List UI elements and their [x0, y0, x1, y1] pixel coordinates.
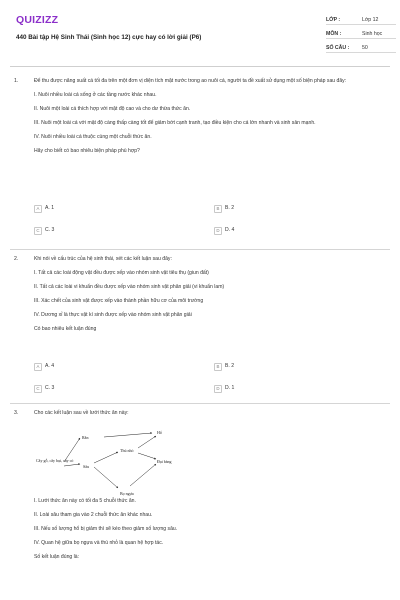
question-text — [34, 78, 384, 163]
option-text: B. 2 — [225, 205, 235, 212]
food-web-arrow — [94, 452, 118, 463]
question-line: III. Nuôi một loài cá với mật độ càng thấp càng tốt để giảm bớt cạnh tranh, tạo điều kiện cho cá lớn nhanh và sinh sản mạnh. — [34, 120, 316, 127]
food-web-node-eagle: Đại bàng — [157, 459, 172, 464]
option-d[interactable] — [214, 384, 384, 394]
meta-table — [326, 15, 396, 57]
food-web-node-snake: Rắn — [82, 435, 89, 440]
question-line: Cho các kết luận sau về lưới thức ăn này: — [34, 410, 129, 416]
food-web-node-mantis: Bọ ngựa — [120, 491, 134, 496]
option-key: B — [214, 363, 222, 371]
question-line: Số kết luận đúng là: — [34, 554, 80, 561]
question-line: Để thu được năng suất cá tối đa trên một đơn vị diện tích mặt nước trong ao nuôi cá, người ta đề xuất sử dụng một số biện pháp sau đây: — [34, 78, 347, 84]
question-line: III. Xác chết của sinh vật được xếp vào thành phần hữu cơ của môi trường — [34, 298, 204, 305]
food-web-arrow — [64, 464, 80, 466]
food-web-diagram — [34, 424, 194, 506]
option-a[interactable] — [34, 362, 204, 372]
question-line: IV. Quan hệ giữa bọ ngựa và thú nhỏ là quan hệ hợp tác. — [34, 540, 164, 547]
meta-row-subject — [326, 29, 396, 39]
option-text: D. 4 — [225, 227, 235, 234]
meta-value: Lớp 12 — [362, 16, 379, 23]
option-key: C — [34, 385, 42, 393]
food-web-node-producer: Cây gỗ, cây bụi, cây cỏ — [36, 458, 74, 463]
food-web-node-small-mammal: Thú nhỏ — [120, 448, 134, 453]
question-line: IV. Nuôi nhiều loài cá thuộc cùng một chuỗi thức ăn. — [34, 134, 152, 141]
document-header — [0, 0, 400, 62]
food-web-node-tiger: Hổ — [157, 430, 162, 435]
meta-row-grade — [326, 15, 396, 25]
option-text: A. 1 — [45, 205, 55, 212]
option-c[interactable] — [34, 226, 204, 236]
option-key: A — [34, 205, 42, 213]
option-key: B — [214, 205, 222, 213]
food-web-arrow — [138, 436, 156, 448]
option-a[interactable] — [34, 204, 204, 214]
question-line: Khi nói về cấu trúc của hệ sinh thái, xét các kết luận sau đây: — [34, 256, 172, 262]
option-key: A — [34, 363, 42, 371]
question-number: 3. — [14, 410, 19, 416]
question-text — [34, 410, 384, 424]
question-line: I. Nuôi nhiều loài cá sống ở các tầng nước khác nhau. — [34, 92, 157, 99]
meta-value: Sinh học — [362, 30, 383, 37]
document-title: 440 Bài tập Hệ Sinh Thái (Sinh học 12) cực hay có lời giải (P6) — [16, 34, 202, 41]
question-divider — [10, 249, 390, 250]
question-line: II. Loài sâu tham gia vào 2 chuỗi thức ăn khác nhau. — [34, 512, 153, 519]
option-text: C. 3 — [45, 385, 55, 392]
question-line: II. Tất cả các loài vi khuẩn đều được xếp vào nhóm sinh vật phân giải (vi khuẩn lam) — [34, 284, 225, 291]
meta-label: SỐ CÂU : — [326, 44, 350, 51]
option-text: A. 4 — [45, 363, 55, 370]
meta-label: LỚP : — [326, 16, 341, 23]
question-line: I. Tất cả các loài động vật đều được xếp vào nhóm sinh vật tiêu thụ (giun đất) — [34, 270, 209, 277]
question-line: II. Nuôi một loài cá thích hợp với mật độ cao và cho dư thừa thức ăn. — [34, 106, 191, 113]
header-divider — [10, 66, 390, 67]
option-text: C. 3 — [45, 227, 55, 234]
option-c[interactable] — [34, 384, 204, 394]
option-key: D — [214, 227, 222, 235]
question-text — [34, 256, 384, 341]
option-key: D — [214, 385, 222, 393]
food-web-arrow — [130, 464, 156, 486]
food-web-arrow — [104, 433, 152, 437]
option-b[interactable] — [214, 362, 384, 372]
question-line: Có bao nhiêu kết luận đúng — [34, 326, 97, 333]
meta-label: MÔN : — [326, 30, 342, 37]
meta-row-count — [326, 43, 396, 53]
question-line: Hãy cho biết có bao nhiêu biện pháp phù hợp? — [34, 148, 140, 155]
question-line: IV. Dương xỉ là thực vật kí sinh được xếp vào nhóm sinh vật phân giải — [34, 312, 192, 319]
question-number: 2. — [14, 256, 19, 262]
food-web-node-caterpillar: Sâu — [83, 464, 89, 469]
option-text: B. 2 — [225, 363, 235, 370]
option-b[interactable] — [214, 204, 384, 214]
question-line: I. Lưới thức ăn này có tối đa 5 chuỗi thức ăn. — [34, 498, 136, 504]
option-key: C — [34, 227, 42, 235]
question-divider — [10, 403, 390, 404]
question-number: 1. — [14, 78, 19, 84]
food-web-arrow — [94, 467, 118, 488]
meta-value: 50 — [362, 44, 368, 51]
answer-options — [34, 362, 384, 398]
question-line: III. Nếu số lượng hổ bị giảm thì sẽ kéo theo giảm số lượng sâu. — [34, 526, 178, 533]
option-d[interactable] — [214, 226, 384, 236]
option-text: D. 1 — [225, 385, 235, 392]
question-statements — [34, 498, 384, 568]
quizizz-logo: QUIZIZZ — [16, 14, 59, 26]
food-web-arrow — [138, 453, 156, 459]
answer-options — [34, 204, 384, 240]
